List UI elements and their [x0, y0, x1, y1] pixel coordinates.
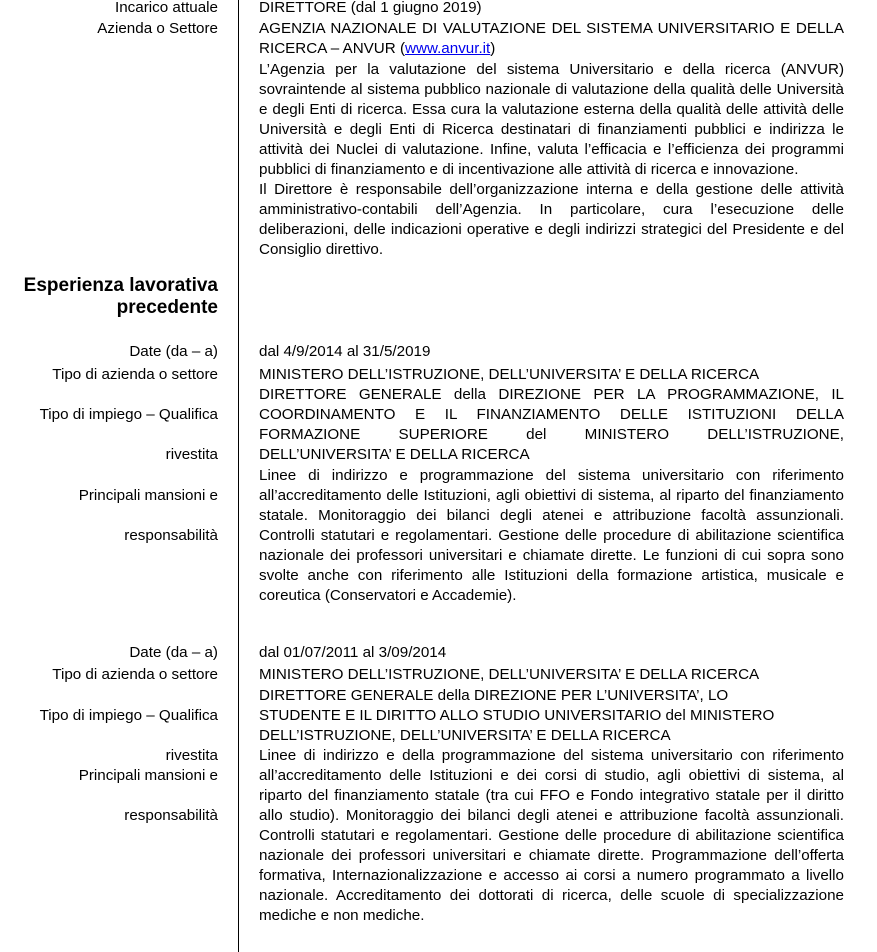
experience-2-job-type — [259, 686, 844, 746]
anvur-website-link[interactable]: www.anvur.it — [405, 40, 491, 57]
experience-1-company-type: MINISTERO DELL’ISTRUZIONE, DELL’UNIVERSITA’ E DELLA RICERCA — [259, 366, 760, 383]
label-company-type: Tipo di azienda o settore — [52, 366, 218, 383]
current-description-agency: L’Agenzia per la valutazione del sistema Universitario e della ricerca (ANVUR) sovraintende al sistema pubblico nazionale di valutazione della qualità delle Università e degli Enti di ricerca. Essa cura la valutazione esterna della qualità delle attività delle Università e degli Enti di Ricerca destinatari di finanziamenti pubblici e indirizza le attività dei Nuclei di valutazione. Infine, valuta l’efficacia e l’efficienza dei programmi pubblici di finanziamento e di incentivazione alle attività di ricerca e innovazione. — [259, 61, 844, 178]
label-dates: Date (da – a) — [129, 644, 218, 661]
label-duties — [0, 746, 218, 846]
label-dates: Date (da – a) — [129, 343, 218, 360]
experience-1-duties: Linee di indirizzo e programmazione del sistema universitario con riferimento all’accreditamento delle Istituzioni, agli obiettivi di sistema, al riparto del finanziamento statale. Monitoraggio dei bilanci degli atenei e attribuzione facoltà assunzionali. Controlli statutari e regolamentari. Gestione delle procedure di abilitazione scientifica nazionale dei professori universitari e chiamate dirette. Le funzioni di cui sopra sono svolte anche con riferimento alle Istituzioni della formazione artistica, musicale e coreutica (Conservatori e Accademie). — [259, 467, 844, 604]
experience-2-job-type-line2: STUDENTE E IL DIRITTO ALLO STUDIO UNIVERSITARIO del MINISTERO — [259, 707, 775, 724]
section-heading-line1: Esperienza lavorativa — [23, 275, 218, 296]
experience-2-company-type: MINISTERO DELL’ISTRUZIONE, DELL’UNIVERSITA’ E DELLA RICERCA — [259, 666, 760, 683]
label-duties-line2: responsabilità — [124, 527, 218, 544]
label-job-type-line1: Tipo di impiego – Qualifica — [39, 406, 218, 423]
label-job-type-line1: Tipo di impiego – Qualifica — [39, 707, 218, 724]
label-job-type-line2: rivestita — [165, 446, 218, 463]
label-duties — [0, 466, 218, 566]
current-description-director: Il Direttore è responsabile dell’organizzazione interna e della gestione delle attività amministrativo-contabili dell’Agenzia. In particolare, cura l’esecuzione delle deliberazioni, delle indicazioni operative e degli indirizzi strategici del Presidente e del Consiglio direttivo. — [259, 181, 844, 258]
experience-1-job-type: DIRETTORE GENERALE della DIREZIONE PER LA PROGRAMMAZIONE, IL COORDINAMENTO E IL FINANZIAMENTO DELLE ISTITUZIONI DELLA FORMAZIONE SUPERIORE del MINISTERO DELL’ISTRUZIONE, DELL’UNIVERSITA’ E DELLA RICERCA — [259, 386, 844, 463]
experience-1-dates: dal 4/9/2014 al 31/5/2019 — [259, 343, 431, 360]
experience-2-dates: dal 01/07/2011 al 3/09/2014 — [259, 644, 447, 661]
company-name: AGENZIA NAZIONALE DI VALUTAZIONE DEL SISTEMA UNIVERSITARIO E DELLA RICERCA – ANVUR ( — [259, 20, 844, 57]
label-company-type: Tipo di azienda o settore — [52, 666, 218, 683]
label-duties-line1: Principali mansioni e — [78, 767, 218, 784]
current-role: DIRETTORE (dal 1 giugno 2019) — [259, 0, 482, 16]
company-name-suffix: ) — [490, 40, 496, 57]
label-duties-line2: responsabilità — [124, 807, 218, 824]
label-job-type-line2: rivestita — [165, 747, 218, 764]
experience-2-job-type-line3: DELL’ISTRUZIONE, DELL’UNIVERSITA’ E DELLA RICERCA — [259, 727, 671, 744]
section-heading-line2: precedente — [116, 297, 218, 318]
current-company — [259, 19, 844, 59]
label-current-company: Azienda o Settore — [97, 20, 218, 37]
experience-2-duties: Linee di indirizzo e della programmazione del sistema universitario con riferimento all’accreditamento delle Istituzioni e dei corsi di studio, agli obiettivi di sistema, al riparto del finanziamento statale (tra cui FFO e Fondo integrativo statale per il diritto allo studio). Monitoraggio dei bilanci degli atenei e attribuzione facoltà assunzionali. Controlli statutari e regolamentari. Gestione delle procedure di abilitazione scientifica nazionale dei professori universitari e chiamate dirette. Programmazione dell’offerta formativa, Internazionalizzazione e accesso ai corsi a numero programmato a livello nazionale. Accreditamento dei dottorati di ricerca, delle scuole di specializzazione mediche e non mediche. — [259, 747, 844, 924]
label-duties-line1: Principali mansioni e — [78, 487, 218, 504]
experience-2-job-type-line1: DIRETTORE GENERALE della DIREZIONE PER L’UNIVERSITA’, LO — [259, 687, 729, 704]
column-divider — [238, 0, 239, 952]
current-description — [259, 60, 844, 260]
label-current-role: Incarico attuale — [115, 0, 218, 16]
section-heading-previous-experience — [0, 275, 218, 319]
